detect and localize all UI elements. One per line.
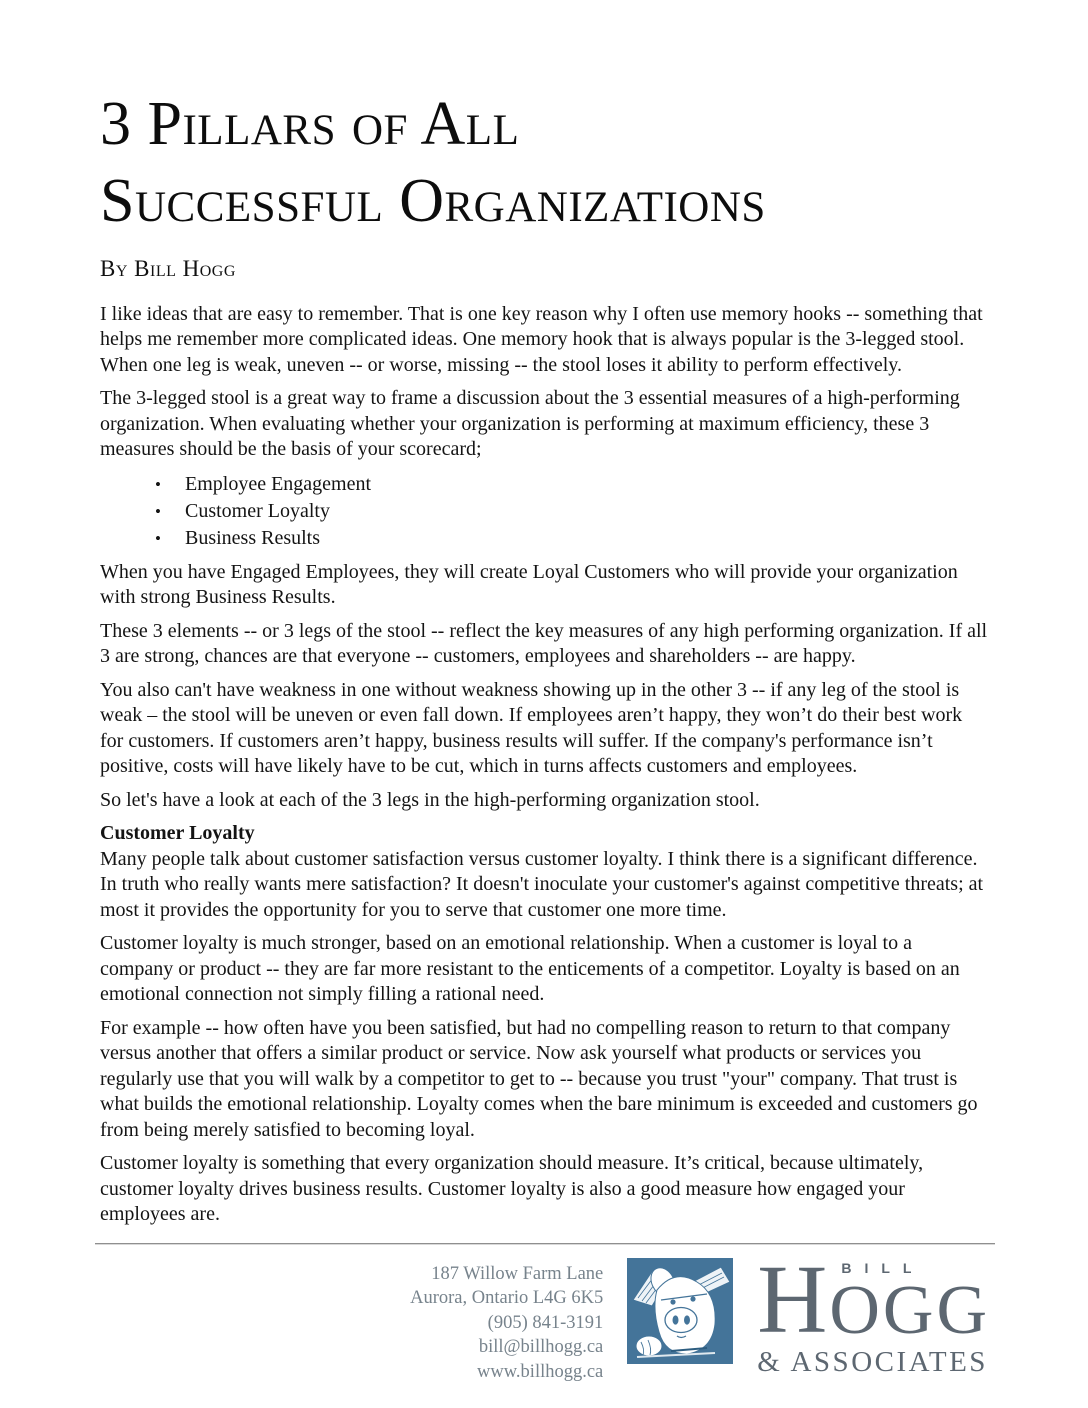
body-paragraph: You also can't have weakness in one without weakness showing up in the other 3 -- if any leg of the stool is weak – the stool will be uneven or even fall down. If employees aren’t happy, they won’t do their best work for customers. If customers aren’t happy, business results will suffer. If the company's performance isn’t positive, costs will have likely have to be cut, which in turns affects customers and employees. xyxy=(100,678,963,778)
page-title-line-2: Successful Organizations xyxy=(100,166,766,235)
pig-logo-icon xyxy=(627,1258,733,1364)
address-line: Aurora, Ontario L4G 6K5 xyxy=(410,1288,604,1309)
list-item xyxy=(100,471,990,498)
list-item-label: Employee Engagement xyxy=(185,472,372,495)
list-item-label: Customer Loyalty xyxy=(185,499,330,522)
website-url: www.billhogg.ca xyxy=(477,1361,604,1382)
body-paragraph: These 3 elements -- or 3 legs of the stool -- reflect the key measures of any high performing organization. If all 3 are strong, chances are that everyone -- customers, employees and shareholders -- are happy. xyxy=(100,619,988,668)
list-item xyxy=(100,498,990,525)
page-title-line-1: 3 Pillars of All xyxy=(100,90,520,158)
brand-sub-label: & ASSOCIATES xyxy=(757,1345,988,1378)
brand-initial: H xyxy=(757,1246,828,1354)
intro-paragraph: I like ideas that are easy to remember. That is one key reason why I often use memory hooks -- something that helps me remember more complicated ideas. One memory hook that is always popular is the 3-legged stool. When one leg is weak, uneven -- or worse, missing -- the stool loses it ability to perform effectively. xyxy=(100,302,983,376)
scorecard-list xyxy=(100,471,990,552)
letterhead-footer xyxy=(100,1246,990,1385)
bullet-icon: • xyxy=(155,501,161,521)
section-paragraph: Customer loyalty is much stronger, based on an emotional relationship. When a customer is loyal to a company or product -- they are far more resistant to the enticements of a competitor. Loyalty is based on an emotional connection not simply filling a rational need. xyxy=(100,932,960,1006)
brand-top-label: BILL xyxy=(841,1259,925,1276)
section-paragraph: Customer loyalty is something that every organization should measure. It’s critical, because ultimately, customer loyalty drives business results. Customer loyalty is also a good measure how engaged your employees are. xyxy=(100,1152,924,1226)
email-address: bill@billhogg.ca xyxy=(478,1337,604,1358)
phone-number: (905) 841-3191 xyxy=(487,1312,604,1333)
section-paragraph: For example -- how often have you been satisfied, but had no compelling reason to return to that company versus another that offers a similar product or service. Now ask yourself what products or services you regularly use that you will walk by a competitor to get to -- because you trust "your" company. That trust is what builds the emotional relationship. Loyalty comes when the bare minimum is exceeded and customers go from being merely satisfied to becoming loyal. xyxy=(100,1016,978,1141)
list-item-label: Business Results xyxy=(185,526,321,549)
footer-divider xyxy=(95,1243,995,1245)
contact-address-block xyxy=(410,1258,603,1385)
page-title xyxy=(100,86,990,240)
section-paragraph: Many people talk about customer satisfaction versus customer loyalty. I think there is a significant difference. In truth who really wants mere satisfaction? It doesn't inoculate your customer's against competitive threats; at most it provides the opportunity for you to serve that customer one more time. xyxy=(100,847,984,921)
list-item xyxy=(100,525,990,552)
body-paragraph: So let's have a look at each of the 3 legs in the high-performing organization stool. xyxy=(100,788,760,811)
brand-main-rest: OGG xyxy=(829,1271,990,1349)
brand-wordmark-main xyxy=(757,1246,990,1354)
intro-paragraph: The 3-legged stool is a great way to frame a discussion about the 3 essential measures of a high-performing organization. When evaluating whether your organization is performing at maximum efficiency, these 3 measures should be the basis of your scorecard; xyxy=(100,387,960,461)
section-heading-customer-loyalty: Customer Loyalty xyxy=(100,822,255,845)
address-line: 187 Willow Farm Lane xyxy=(431,1263,604,1284)
bullet-icon: • xyxy=(155,474,161,494)
brand-wordmark xyxy=(757,1246,990,1379)
bullet-icon: • xyxy=(155,528,161,548)
byline: By Bill Hogg xyxy=(100,255,236,281)
body-paragraph: When you have Engaged Employees, they will create Loyal Customers who will provide your organization with strong Business Results. xyxy=(100,560,958,609)
